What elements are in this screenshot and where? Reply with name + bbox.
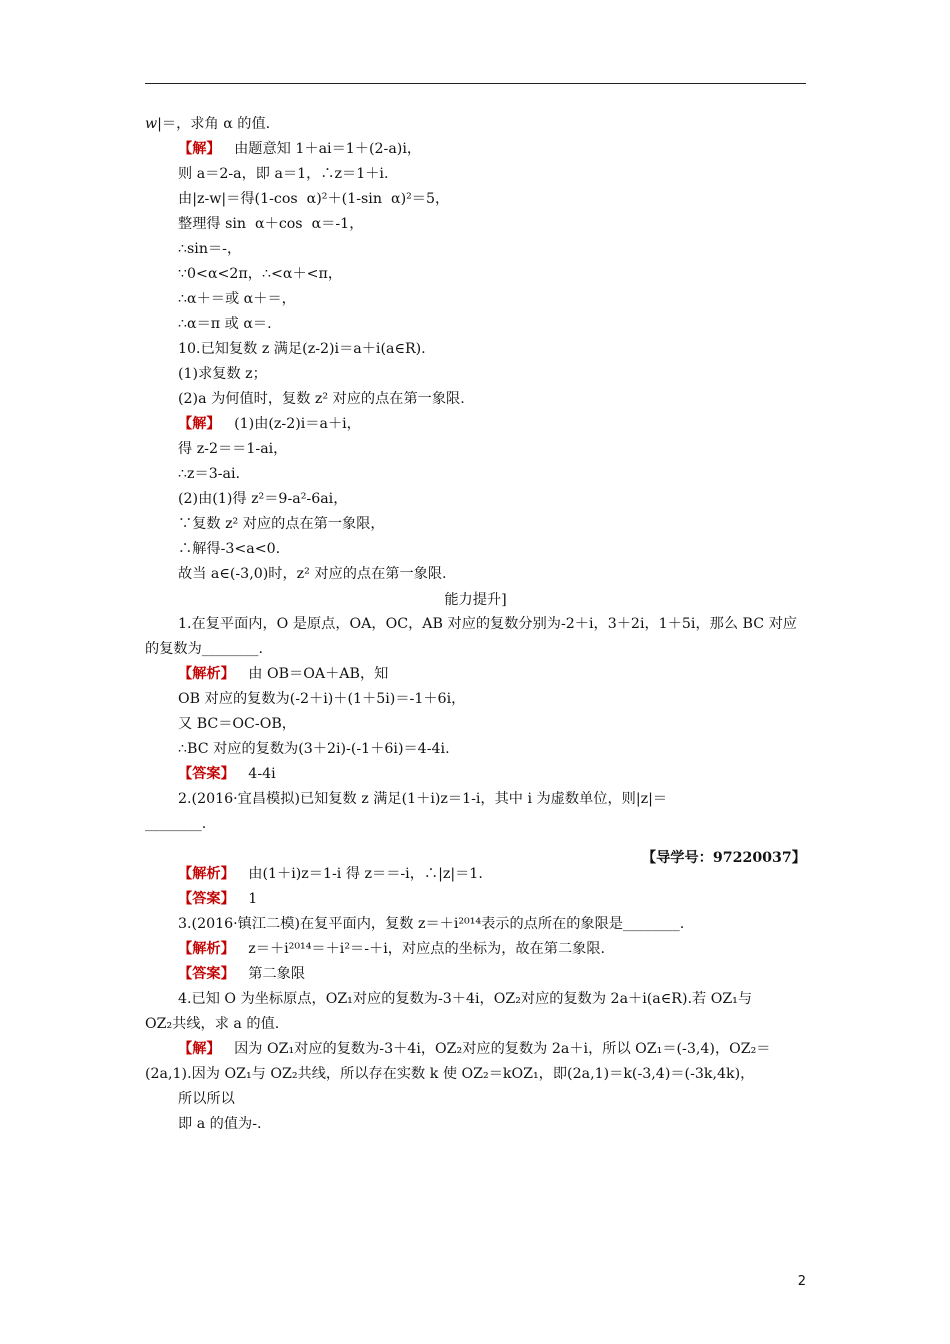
line-text: (2)a 为何值时，复数 z² 对应的点在第一象限.: [178, 391, 465, 407]
line-text: 1.在复平面内，O 是原点，OA，OC，AB 对应的复数分别为-2＋i，3＋2i，1＋5i，那么 BC 对应: [178, 616, 797, 632]
text-line: [178, 164, 388, 184]
line-text: (2a,1).因为 OZ₁与 OZ₂共线，所以存在实数 k 使 OZ₂＝kOZ₁，即(2a,1)＝k(-3,4)＝(-3k,4k)，: [145, 1066, 755, 1082]
text-line: [178, 714, 296, 734]
line-text: 1: [234, 891, 258, 907]
line-text: 即 a 的值为-.: [178, 1116, 262, 1132]
line-text: 整理得 sin α＋cos α＝-1，: [178, 216, 364, 232]
line-text: 由题意知 1＋ai＝1＋(2-a)i，: [220, 141, 422, 157]
text-line: [178, 1089, 235, 1109]
guide-number: 【导学号：97220037】: [641, 850, 806, 866]
line-text: 得 z-2＝＝1-ai，: [178, 441, 288, 457]
line-text: 2.(2016·宜昌模拟)已知复数 z 满足(1＋i)z＝1-i，其中 i 为虚数单位，则|z|＝: [178, 791, 668, 807]
text-line: [178, 264, 342, 284]
line-text: z＝＋i²⁰¹⁴＝＋i²＝-＋i，对应点的坐标为，故在第二象限.: [234, 941, 606, 957]
line-text: ∴解得-3<a<0.: [178, 541, 281, 557]
text-line: [145, 114, 270, 134]
line-text: (2)由(1)得 z²＝9-a²-6ai，: [178, 491, 348, 507]
text-line: [178, 939, 605, 959]
text-line: [178, 239, 241, 259]
line-text: 10.已知复数 z 满足(z-2)i＝a＋i(a∈R).: [178, 341, 426, 357]
text-line: [178, 1039, 771, 1059]
line-text: ∵复数 z² 对应的点在第一象限，: [178, 516, 385, 532]
line-text: OB 对应的复数为(-2＋i)＋(1＋5i)＝-1＋6i，: [178, 691, 466, 707]
line-text: 3.(2016·镇江二模)在复平面内，复数 z＝＋i²⁰¹⁴表示的点所在的象限是________.: [178, 916, 685, 932]
line-text: 则 a＝2-a，即 a＝1，∴z＝1＋i.: [178, 166, 389, 182]
line-text: ∴BC 对应的复数为(3＋2i)-(-1＋6i)＝4-4i.: [178, 741, 450, 757]
text-line: [178, 664, 388, 684]
section-tag: 【解析】: [178, 866, 235, 882]
section-title: 能力提升]: [444, 592, 507, 608]
text-line: [145, 814, 206, 834]
text-line: [178, 464, 240, 484]
line-text: 由|z-w|＝得(1-cos α)²＋(1-sin α)²＝5，: [178, 191, 450, 207]
line-text: 由 OB＝OA＋AB，知: [234, 666, 389, 682]
text-line: [178, 764, 276, 784]
line-text: 4-4i: [234, 766, 276, 782]
line-text: ∴sin＝-，: [178, 241, 242, 257]
line-text: ________.: [145, 816, 207, 832]
text-line: [178, 689, 465, 709]
text-line: [178, 614, 797, 634]
page-number: 2: [797, 1274, 806, 1289]
text-line: [178, 339, 426, 359]
line-text: 又 BC＝OC-OB，: [178, 716, 296, 732]
text-line: [178, 539, 280, 559]
line-text: 故当 a∈(-3,0)时，z² 对应的点在第一象限.: [178, 566, 447, 582]
section-tag: 【答案】: [178, 966, 235, 982]
section-tag: 【解】: [178, 416, 221, 432]
text-line: [145, 639, 263, 659]
section-tag: 【解析】: [178, 666, 235, 682]
text-line: [178, 214, 363, 234]
text-line: [178, 314, 272, 334]
text-line: [145, 1064, 754, 1084]
text-line: [178, 289, 296, 309]
text-line: [145, 1014, 279, 1034]
text-line: [178, 564, 447, 584]
text-line: [178, 889, 257, 909]
line-text: 4.已知 O 为坐标原点，OZ₁对应的复数为-3＋4i，OZ₂对应的复数为 2a＋i(a∈R).若 OZ₁与: [178, 991, 753, 1007]
section-tag: 【答案】: [178, 766, 235, 782]
text-line: [178, 964, 305, 984]
section-tag: 【解析】: [178, 941, 235, 957]
text-line: [178, 864, 483, 884]
line-text: ∴α＝π 或 α＝.: [178, 316, 272, 332]
line-text: ∴α＋＝或 α＋＝，: [178, 291, 296, 307]
line-text: ∴z＝3-ai.: [178, 466, 241, 482]
text-line: [178, 739, 450, 759]
text-line: [178, 364, 267, 384]
line-text: (1)求复数 z；: [178, 366, 267, 382]
line-text: w: [145, 116, 158, 132]
section-tag: 【解】: [178, 1041, 221, 1057]
line-text: 所以所以: [178, 1091, 235, 1107]
text-line: [178, 489, 347, 509]
text-line: [178, 389, 465, 409]
header-rule: [145, 83, 806, 84]
line-text: |＝，求角 α 的值.: [157, 116, 271, 132]
line-text: 第二象限: [234, 966, 306, 982]
text-line: [178, 414, 361, 434]
text-line: [178, 439, 287, 459]
section-tag: 【解】: [178, 141, 221, 157]
line-text: (1)由(z-2)i＝a＋i，: [220, 416, 361, 432]
line-text: OZ₂共线，求 a 的值.: [145, 1016, 280, 1032]
line-text: 因为 OZ₁对应的复数为-3＋4i，OZ₂对应的复数为 2a＋i，所以 OZ₁＝(-3,4)，OZ₂＝: [220, 1041, 771, 1057]
text-line: [178, 1114, 262, 1134]
text-line: [178, 914, 684, 934]
text-line: [178, 139, 421, 159]
line-text: 的复数为________.: [145, 641, 264, 657]
text-line: [178, 989, 752, 1009]
text-line: [178, 514, 385, 534]
text-line: [178, 189, 449, 209]
line-text: 由(1＋i)z＝1-i 得 z＝＝-i，∴|z|＝1.: [234, 866, 483, 882]
section-tag: 【答案】: [178, 891, 235, 907]
line-text: ∵0<α<2π，∴<α＋<π，: [178, 266, 343, 282]
text-line: [178, 789, 667, 809]
